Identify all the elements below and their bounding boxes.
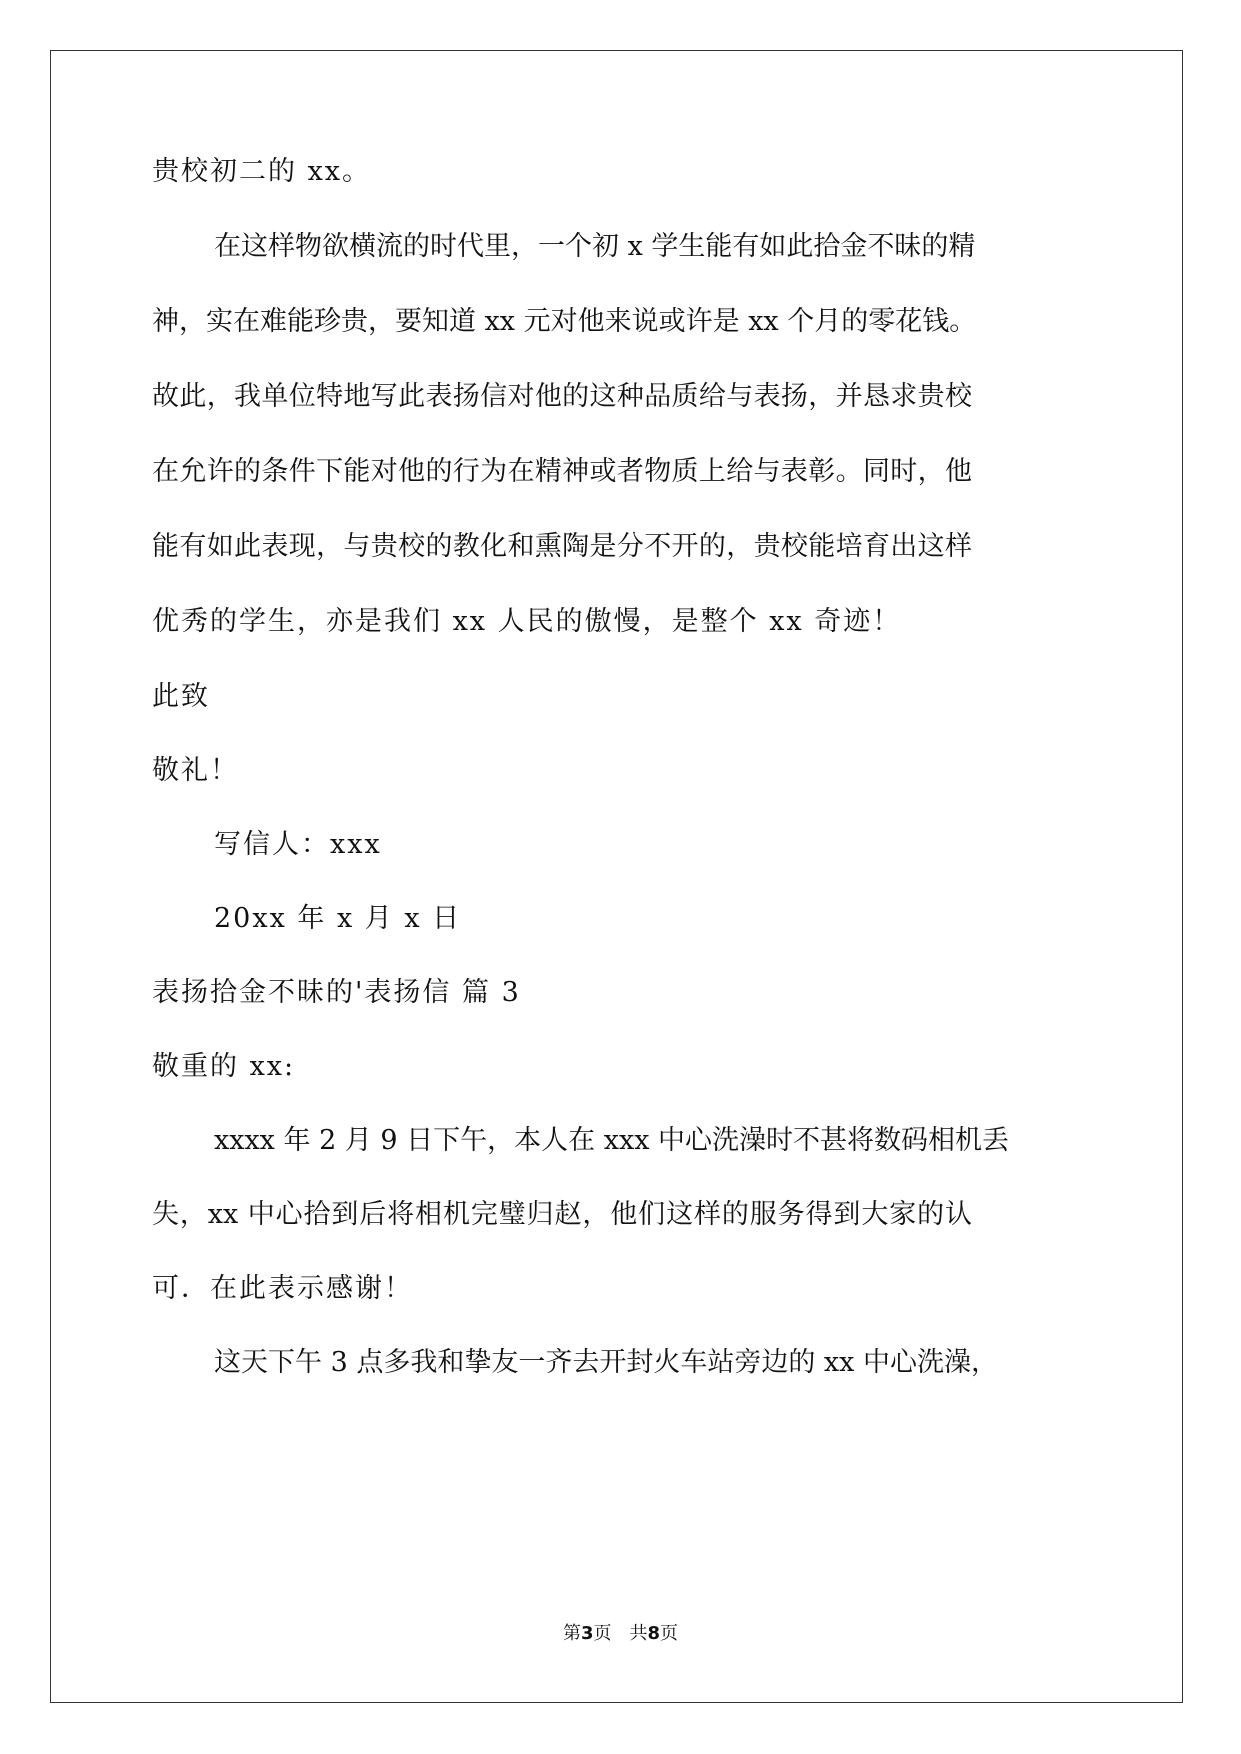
text-line: 在这样物欲横流的时代里，一个初 x 学生能有如此拾金不昧的精 [214, 231, 976, 262]
page-label-mid: 页 共 [593, 1623, 648, 1644]
closing-phrase: 此致 [152, 681, 210, 712]
page-footer [0, 1619, 1241, 1645]
page-label-suffix: 页 [660, 1623, 679, 1644]
section-heading: 表扬拾金不昧的'表扬信 篇 3 [152, 977, 521, 1008]
text-line: 这天下午 3 点多我和挚友一齐去开封火车站旁边的 xx 中心洗澡， [214, 1347, 998, 1378]
text-line: 神，实在难能珍贵，要知道 xx 元对他来说或许是 xx 个月的零花钱。 [152, 306, 977, 337]
current-page-number: 3 [580, 1623, 594, 1644]
text-line: 贵校初二的 xx。 [152, 156, 372, 187]
date-line: 20xx 年 x 月 x 日 [214, 903, 462, 934]
text-line: xxxx 年 2 月 9 日下午，本人在 xxx 中心洗澡时不甚将数码相机丢 [214, 1125, 1010, 1156]
text-line: 可．在此表示感谢！ [152, 1273, 413, 1304]
text-line: 失，xx 中心拾到后将相机完璧归赵，他们这样的服务得到大家的认 [152, 1199, 972, 1230]
text-line: 故此，我单位特地写此表扬信对他的这种品质给与表扬，并恳求贵校 [152, 381, 972, 412]
total-page-number: 8 [647, 1623, 661, 1644]
text-line: 优秀的学生，亦是我们 xx 人民的傲慢，是整个 xx 奇迹！ [152, 606, 902, 637]
page-border [50, 50, 1183, 1703]
text-line: 能有如此表现，与贵校的教化和熏陶是分不开的，贵校能培育出这样 [152, 531, 972, 562]
text-line: 在允许的条件下能对他的行为在精神或者物质上给与表彰。同时，他 [152, 456, 972, 487]
signature-line: 写信人：xxx [214, 829, 382, 860]
page-label-prefix: 第 [562, 1623, 581, 1644]
greeting: 敬重的 xx: [152, 1051, 296, 1082]
salutation-close: 敬礼！ [152, 755, 239, 786]
